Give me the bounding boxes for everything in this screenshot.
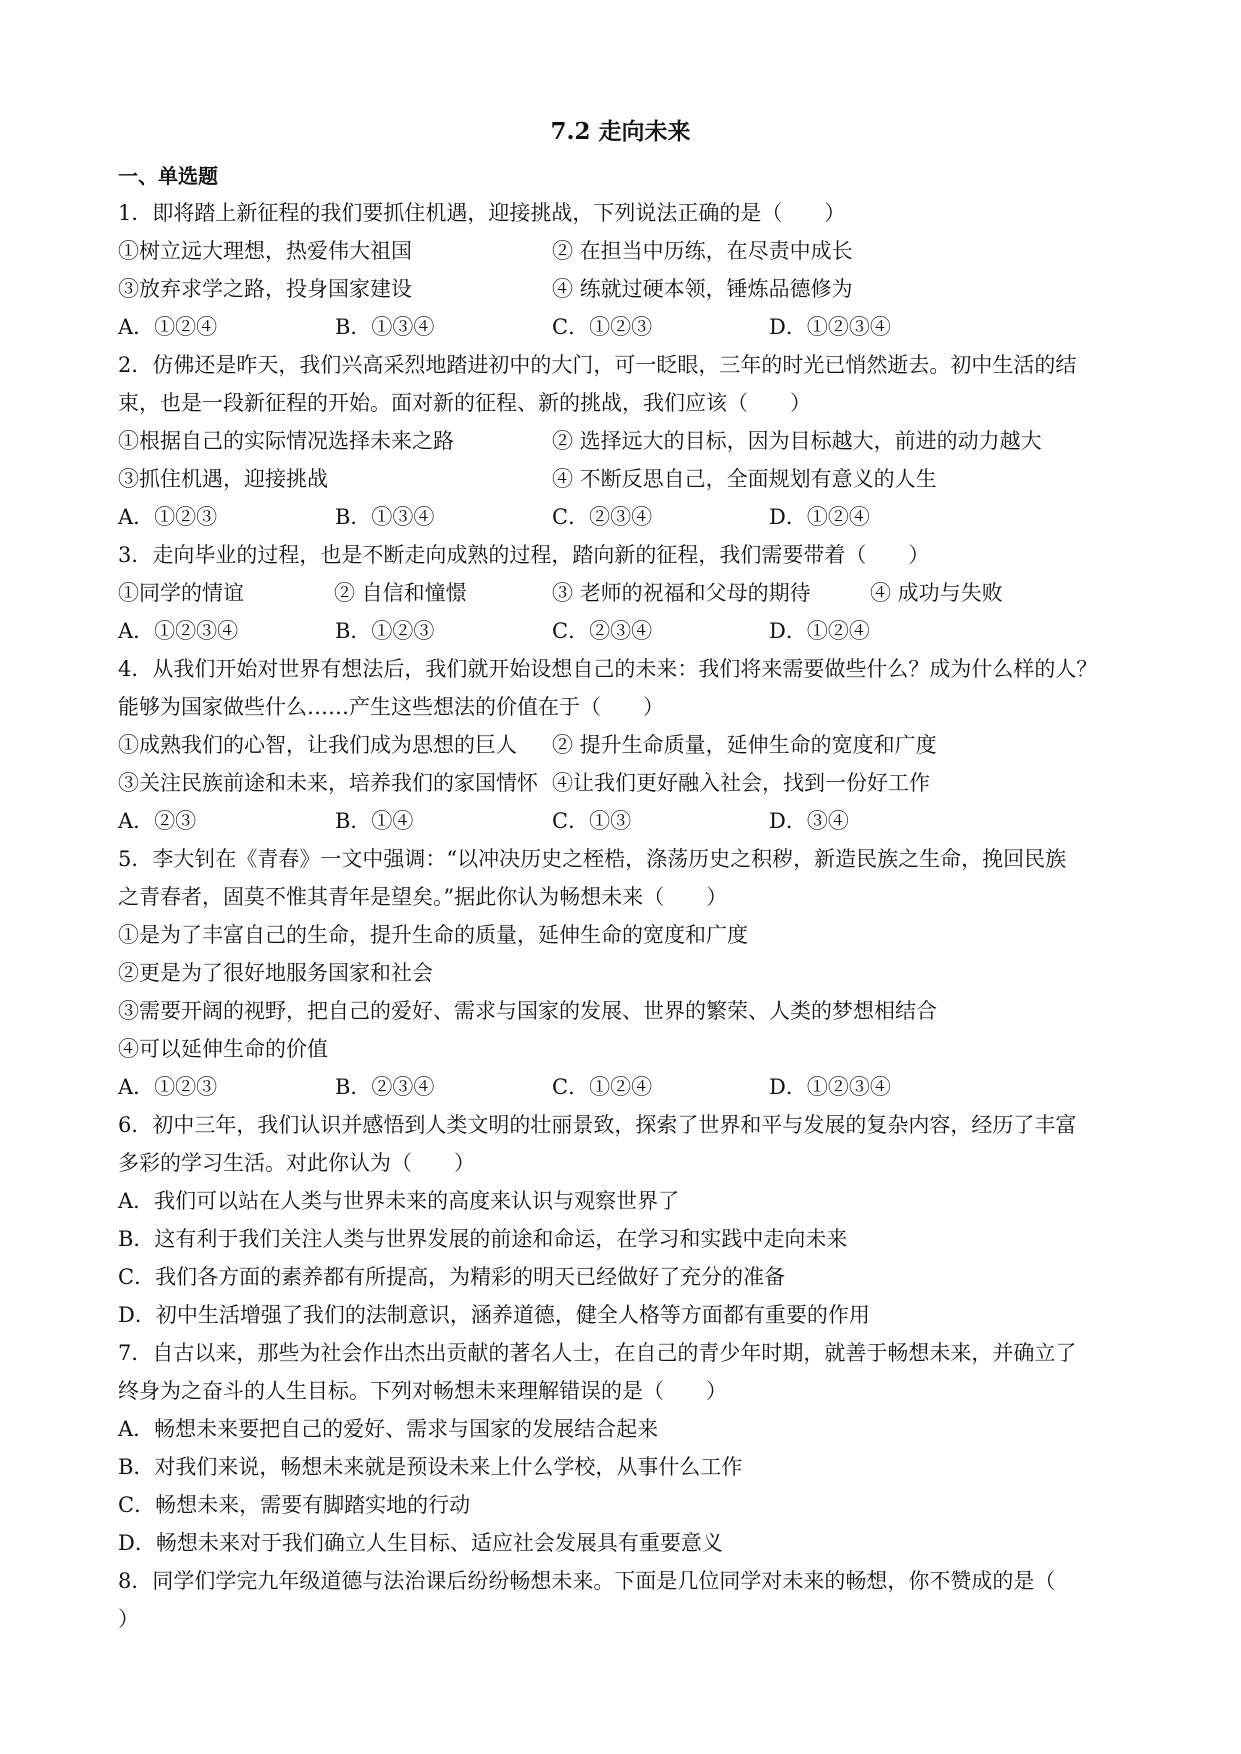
question-8 bbox=[118, 1562, 1128, 1638]
statement: ③ 老师的祝福和父母的期待 bbox=[552, 581, 811, 605]
statement: ② 选择远大的目标，因为目标越大，前进的动力越大 bbox=[552, 429, 1042, 453]
statement: ①树立远大理想，热爱伟大祖国 bbox=[118, 239, 412, 263]
question-stem: 之青春者，固莫不惟其青年是望矣。”据此你认为畅想未来（ ） bbox=[118, 885, 728, 909]
option-d: D．①②④ bbox=[769, 505, 870, 529]
statement: ①成熟我们的心智，让我们成为思想的巨人 bbox=[118, 733, 517, 757]
statement: ④可以延伸生命的价值 bbox=[118, 1037, 328, 1061]
statement-row bbox=[118, 726, 1128, 764]
statement: ①是为了丰富自己的生命，提升生命的质量，延伸生命的宽度和广度 bbox=[118, 923, 748, 947]
option-c: C．②③④ bbox=[552, 619, 653, 643]
question-1 bbox=[118, 194, 1128, 346]
question-7 bbox=[118, 1334, 1128, 1562]
option-c: C．我们各方面的素养都有所提高，为精彩的明天已经做好了充分的准备 bbox=[118, 1265, 786, 1289]
options-row bbox=[118, 308, 1128, 346]
statement: ④ 练就过硬本领，锤炼品德修为 bbox=[552, 277, 853, 301]
question-4 bbox=[118, 650, 1128, 840]
option-b: B．①③④ bbox=[335, 315, 435, 339]
question-stem: 5．李大钊在《青春》一文中强调：“以冲决历史之桎梏，涤荡历史之积秽，新造民族之生命，挽回民族 bbox=[118, 847, 1067, 871]
statement-row bbox=[118, 270, 1128, 308]
options-row bbox=[118, 612, 1128, 650]
document-title: 7.2 走向未来 bbox=[550, 118, 691, 145]
option-d: D．①②③④ bbox=[769, 315, 891, 339]
option-a: A．我们可以站在人类与世界未来的高度来认识与观察世界了 bbox=[118, 1189, 680, 1213]
option-b: B．这有利于我们关注人类与世界发展的前途和命运，在学习和实践中走向未来 bbox=[118, 1227, 848, 1251]
statement: ② 提升生命质量，延伸生命的宽度和广度 bbox=[552, 733, 937, 757]
option-a: A．畅想未来要把自己的爱好、需求与国家的发展结合起来 bbox=[118, 1417, 659, 1441]
option-c: C．②③④ bbox=[552, 505, 653, 529]
question-stem: 4．从我们开始对世界有想法后，我们就开始设想自己的未来：我们将来需要做些什么？成为什么样的人？ bbox=[118, 657, 1098, 681]
option-a: A．①②③④ bbox=[118, 619, 239, 643]
statement-row bbox=[118, 574, 1128, 612]
option-a: A．①②③ bbox=[118, 1075, 218, 1099]
option-d: D．①②④ bbox=[769, 619, 870, 643]
option-a: A．①②③ bbox=[118, 505, 218, 529]
question-stem: 2．仿佛还是昨天，我们兴高采烈地踏进初中的大门，可一眨眼，三年的时光已悄然逝去。初中生活的结 bbox=[118, 353, 1077, 377]
option-b: B．②③④ bbox=[335, 1075, 435, 1099]
question-2 bbox=[118, 346, 1128, 536]
question-stem: 3．走向毕业的过程，也是不断走向成熟的过程，踏向新的征程，我们需要带着（ ） bbox=[118, 543, 930, 567]
statement-row bbox=[118, 232, 1128, 270]
question-3 bbox=[118, 536, 1128, 650]
option-b: B．对我们来说，畅想未来就是预设未来上什么学校，从事什么工作 bbox=[118, 1455, 743, 1479]
statement: ③需要开阔的视野，把自己的爱好、需求与国家的发展、世界的繁荣、人类的梦想相结合 bbox=[118, 999, 937, 1023]
option-c: C．①②③ bbox=[552, 315, 653, 339]
question-stem: 多彩的学习生活。对此你认为（ ） bbox=[118, 1151, 475, 1175]
statement: ④ 成功与失败 bbox=[870, 581, 1003, 605]
question-stem: 能够为国家做些什么……产生这些想法的价值在于（ ） bbox=[118, 695, 664, 719]
option-b: B．①③④ bbox=[335, 505, 435, 529]
option-d: D．③④ bbox=[769, 809, 849, 833]
question-6 bbox=[118, 1106, 1128, 1334]
statement: ③关注民族前途和未来，培养我们的家国情怀 bbox=[118, 771, 538, 795]
question-stem: ） bbox=[118, 1607, 139, 1631]
option-c: C．①③ bbox=[552, 809, 632, 833]
question-5 bbox=[118, 840, 1128, 1106]
options-row bbox=[118, 1068, 1128, 1106]
option-d: D．①②③④ bbox=[769, 1075, 891, 1099]
option-a: A．①②④ bbox=[118, 315, 218, 339]
statement-row bbox=[118, 422, 1128, 460]
statement: ③放弃求学之路，投身国家建设 bbox=[118, 277, 412, 301]
statement: ③抓住机遇，迎接挑战 bbox=[118, 467, 328, 491]
question-stem: 终身为之奋斗的人生目标。下列对畅想未来理解错误的是（ ） bbox=[118, 1379, 727, 1403]
option-b: B．①②③ bbox=[335, 619, 435, 643]
statement: ②更是为了很好地服务国家和社会 bbox=[118, 961, 433, 985]
document-content bbox=[118, 162, 1128, 1638]
question-stem: 8．同学们学完九年级道德与法治课后纷纷畅想未来。下面是几位同学对未来的畅想，你不赞成的是（ bbox=[118, 1569, 1056, 1593]
statement: ② 自信和憧憬 bbox=[334, 581, 467, 605]
option-b: B．①④ bbox=[335, 809, 414, 833]
question-stem: 6．初中三年，我们认识并感悟到人类文明的壮丽景致，探索了世界和平与发展的复杂内容，经历了丰富 bbox=[118, 1113, 1077, 1137]
statement: ①同学的情谊 bbox=[118, 581, 244, 605]
section-title: 一、单选题 bbox=[118, 164, 218, 188]
statement: ①根据自己的实际情况选择未来之路 bbox=[118, 429, 454, 453]
options-row bbox=[118, 498, 1128, 536]
option-a: A．②③ bbox=[118, 809, 197, 833]
option-c: C．①②④ bbox=[552, 1075, 653, 1099]
question-stem: 束，也是一段新征程的开始。面对新的征程、新的挑战，我们应该（ ） bbox=[118, 391, 811, 415]
option-c: C．畅想未来，需要有脚踏实地的行动 bbox=[118, 1493, 471, 1517]
options-row bbox=[118, 802, 1128, 840]
statement-row bbox=[118, 460, 1128, 498]
statement: ② 在担当中历练，在尽责中成长 bbox=[552, 239, 853, 263]
statement: ④ 不断反思自己，全面规划有意义的人生 bbox=[552, 467, 937, 491]
statement-row bbox=[118, 764, 1128, 802]
option-d: D．初中生活增强了我们的法制意识，涵养道德，健全人格等方面都有重要的作用 bbox=[118, 1303, 870, 1327]
question-stem: 1．即将踏上新征程的我们要抓住机遇，迎接挑战，下列说法正确的是（ ） bbox=[118, 201, 846, 225]
statement: ④让我们更好融入社会，找到一份好工作 bbox=[552, 771, 930, 795]
option-d: D．畅想未来对于我们确立人生目标、适应社会发展具有重要意义 bbox=[118, 1531, 723, 1555]
question-stem: 7．自古以来，那些为社会作出杰出贡献的著名人士，在自己的青少年时期，就善于畅想未来，并确立了 bbox=[118, 1341, 1077, 1365]
